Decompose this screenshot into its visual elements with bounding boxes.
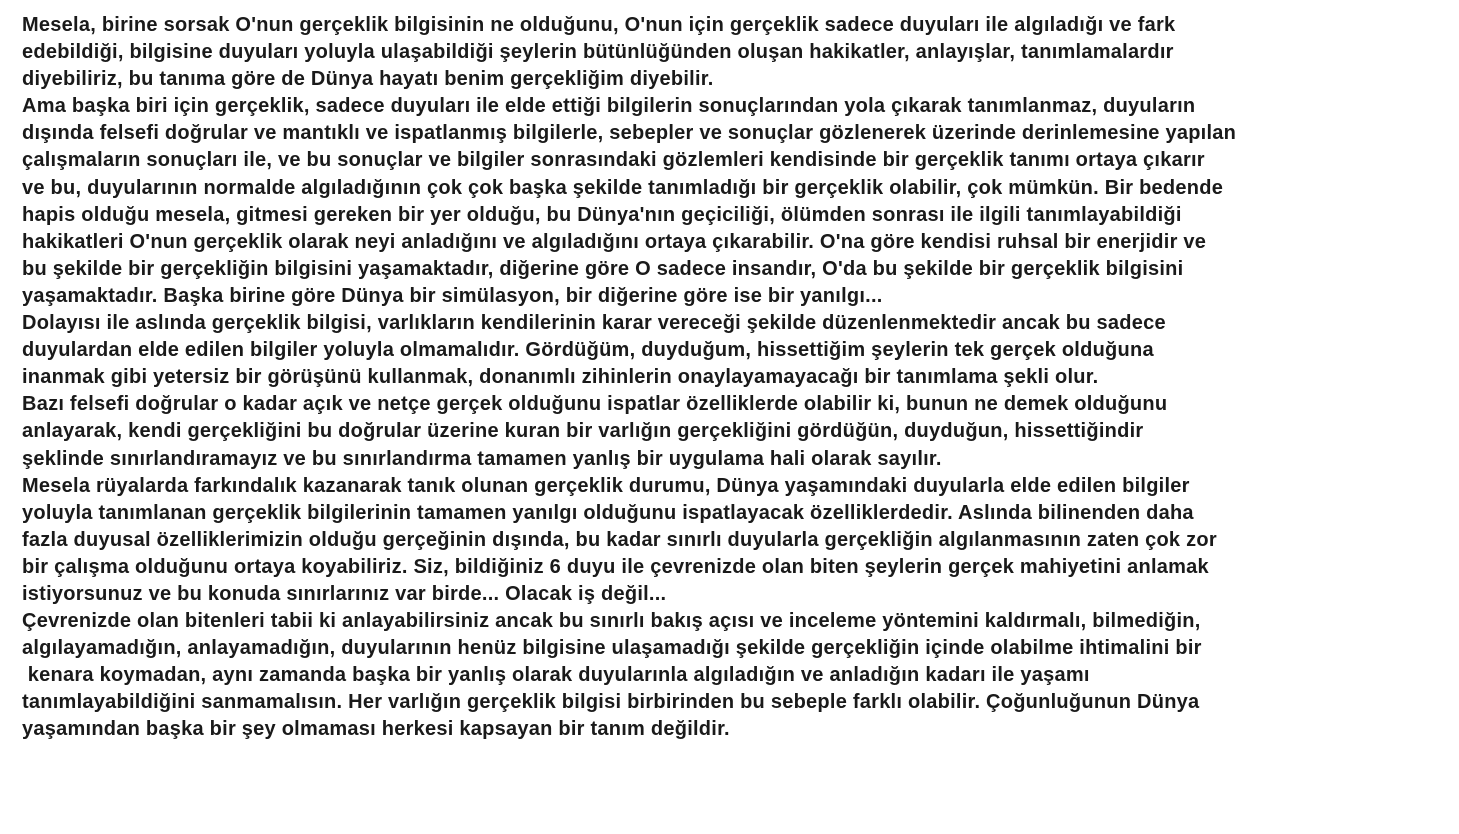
document-text: [22, 12, 1452, 744]
text-line: bir çalışma olduğunu ortaya koyabiliriz. Siz, bildiğiniz 6 duyu ile çevrenizde olan biten şeylerin gerçek mahiyetini anlamak: [22, 555, 1209, 578]
text-line: şeklinde sınırlandıramayız ve bu sınırlandırma tamamen yanlış bir uygulama hali olarak sayılır.: [22, 447, 942, 470]
text-line: istiyorsunuz ve bu konuda sınırlarınız var birde... Olacak iş değil...: [22, 582, 667, 605]
text-line: Mesela, birine sorsak O'nun gerçeklik bilgisinin ne olduğunu, O'nun için gerçeklik sadece duyuları ile algıladığı ve fark: [22, 14, 1176, 36]
text-line: algılayamadığın, anlayamadığın, duyularının henüz bilgisine ulaşamadığı şekilde gerçekliğin içinde olabilme ihtimalini bir: [22, 637, 1202, 660]
text-line: tanımlayabildiğini sanmamalısın. Her varlığın gerçeklik bilgisi birbirinden bu sebeple farklı olabilir. Çoğunluğunun Dünya: [22, 691, 1200, 714]
text-line: bu şekilde bir gerçekliğin bilgisini yaşamaktadır, diğerine göre O sadece insandır, O'da bu şekilde bir gerçeklik bilgisini: [22, 257, 1184, 280]
text-line: yaşamından başka bir şey olmaması herkesi kapsayan bir tanım değildir.: [22, 718, 730, 741]
text-line: inanmak gibi yetersiz bir görüşünü kullanmak, donanımlı zihinlerin onaylayamayacağı bir tanımlama şekli olur.: [22, 366, 1099, 389]
text-line: ve bu, duyularının normalde algıladığının çok çok başka şekilde tanımladığı bir gerçeklik olabilir, çok mümkün. Bir bedende: [22, 176, 1224, 199]
text-line: fazla duyusal özelliklerimizin olduğu gerçeğinin dışında, bu kadar sınırlı duyularla gerçekliğin algılanmasının zaten çok zor: [22, 528, 1217, 551]
text-line: Bazı felsefi doğrular o kadar açık ve netçe gerçek olduğunu ispatlar özelliklerde olabilir ki, bunun ne demek olduğunu: [22, 393, 1168, 416]
text-line: yoluyla tanımlanan gerçeklik bilgilerinin tamamen yanılgı olduğunu ispatlayacak özelliklerdedir. Aslında bilinenden daha: [22, 501, 1194, 524]
text-line: duyulardan elde edilen bilgiler yoluyla olmamalıdır. Gördüğüm, duyduğum, hissettiğim şeylerin tek gerçek olduğuna: [22, 339, 1154, 362]
text-line: diyebiliriz, bu tanıma göre de Dünya hayatı benim gerçekliğim diyebilir.: [22, 68, 714, 91]
text-line: hakikatleri O'nun gerçeklik olarak neyi anladığını ve algıladığını ortaya çıkarabilir. O'na göre kendisi ruhsal bir enerjidir ve: [22, 230, 1207, 253]
text-line: çalışmaların sonuçları ile, ve bu sonuçlar ve bilgiler sonrasındaki gözlemleri kendisinde bir gerçeklik tanımı ortaya çıkarır: [22, 149, 1205, 172]
text-line: kenara koymadan, aynı zamanda başka bir yanlış olarak duyularınla algıladığın ve anladığın kadarı ile yaşamı: [22, 664, 1090, 687]
text-line: Çevrenizde olan bitenleri tabii ki anlayabilirsiniz ancak bu sınırlı bakış açısı ve inceleme yöntemini kaldırmalı, bilmediğin,: [22, 610, 1201, 633]
text-line: Ama başka biri için gerçeklik, sadece duyuları ile elde ettiği bilgilerin sonuçlarından yola çıkarak tanımlanmaz, duyuların: [22, 95, 1196, 118]
text-line: Dolayısı ile aslında gerçeklik bilgisi, varlıkların kendilerinin karar vereceği şekilde düzenlenmektedir ancak bu sadece: [22, 312, 1166, 335]
text-line: edebildiği, bilgisine duyuları yoluyla ulaşabildiği şeylerin bütünlüğünden oluşan hakikatler, anlayışlar, tanımlamalardır: [22, 41, 1174, 64]
text-line: yaşamaktadır. Başka birine göre Dünya bir simülasyon, bir diğerine göre ise bir yanılgı...: [22, 284, 883, 307]
text-line: anlayarak, kendi gerçekliğini bu doğrular üzerine kuran bir varlığın gerçekliğini gördüğün, duyduğun, hissettiğindir: [22, 420, 1144, 443]
text-line: Mesela rüyalarda farkındalık kazanarak tanık olunan gerçeklik durumu, Dünya yaşamındaki duyularla elde edilen bilgiler: [22, 474, 1190, 497]
text-line: dışında felsefi doğrular ve mantıklı ve ispatlanmış bilgilerle, sebepler ve sonuçlar gözlenerek üzerinde derinlemesine yapılan: [22, 122, 1237, 145]
text-line: hapis olduğu mesela, gitmesi gereken bir yer olduğu, bu Dünya'nın geçiciliği, ölümden sonrası ile ilgili tanımlayabildiği: [22, 203, 1182, 226]
